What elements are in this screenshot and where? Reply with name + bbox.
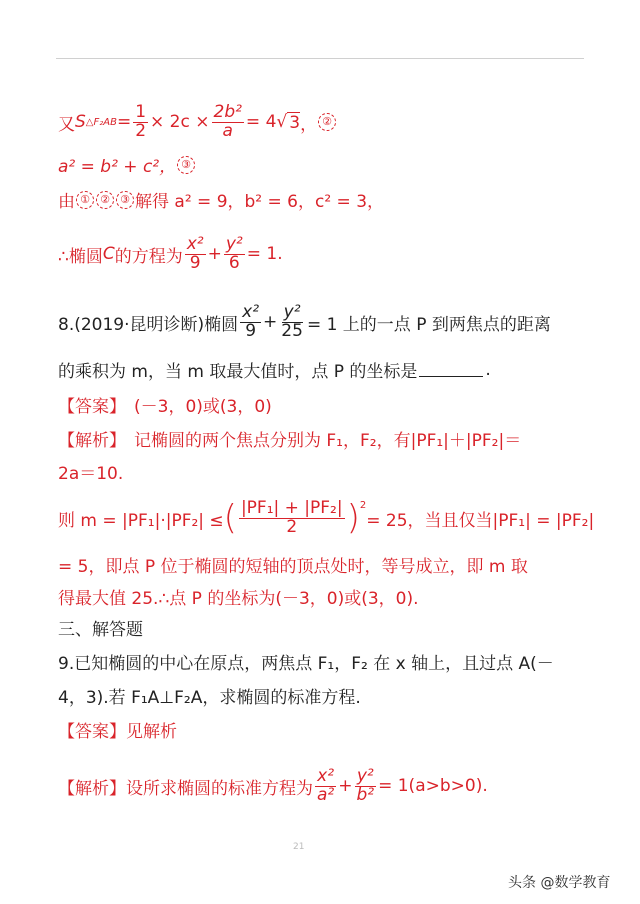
q8-analysis-3: 则 m = |PF₁|·|PF₂| ≤ ( $\frac{\text{|PF₁| + |PF₂|}}{2}$ ) $^2$ = 25，当且仅当|PF₁| = |PF₂| [58, 498, 595, 539]
fraction-half: $\frac{1}{2}$ [135, 102, 147, 141]
q9-answer [58, 717, 177, 742]
circled-number: ③ [177, 156, 195, 174]
fraction: $\frac{\text{x²}}{9}$ [186, 234, 204, 273]
text: = 4 [245, 112, 277, 133]
text: × 2c × [150, 112, 210, 133]
answer-text: (－3，0)或(3，0) [134, 397, 272, 417]
question-9-line-1: 9.已知椭圆的中心在原点，两焦点 F₁，F₂ 在 x 轴上，且过点 A(－ [58, 654, 554, 674]
analysis-label: 【解析】 [58, 778, 126, 799]
circled-number: ② [96, 191, 114, 209]
page-number: 21 [293, 842, 305, 852]
analysis-label: 【解析】 [58, 431, 126, 451]
question-8-line-2: 的乘积为 m，当 m 取最大值时，点 P 的坐标是 . [58, 359, 491, 382]
fraction: $\frac{\text{y²}}{25}$ [281, 302, 303, 341]
right-paren-icon: ) [346, 498, 360, 539]
q8-analysis-4: = 5，即点 P 位于椭圆的短轴的顶点处时，等号成立，即 m 取 [58, 557, 528, 577]
q9-analysis: 【解析】 设所求椭圆的标准方程为 $\frac{\text{x²}}{\text{a²}}$ + $\frac{\text{y²}}{\text{b²}}$ = 1(a>b>0). [58, 766, 488, 805]
text: ， [300, 114, 318, 135]
math-var: S [75, 112, 86, 133]
equation-line-3: 由 ① ② ③ 解得 a² = 9，b² = 6，c² = 3， [58, 192, 385, 212]
sqrt-icon: √ [276, 112, 288, 133]
header-divider [56, 58, 584, 59]
question-9-line-2: 4，3).若 F₁A⊥F₂A，求椭圆的标准方程. [58, 688, 361, 708]
fraction-2b2-a: $\frac{\text{2b²}}{a}$ [213, 102, 242, 141]
equation-line-4: ∴椭圆 C 的方程为 $\frac{\text{x²}}{9}$ + $\frac{\text{y²}}{6}$ = 1. [58, 234, 283, 273]
text: 又 [58, 114, 75, 135]
q8-answer [58, 392, 272, 417]
text: = [116, 112, 132, 133]
section-title: 三、解答题 [58, 620, 143, 640]
q8-analysis-5: 得最大值 25.∴点 P 的坐标为(－3，0)或(3，0). [58, 589, 419, 609]
left-paren-icon: ( [223, 498, 237, 539]
answer-blank [419, 362, 483, 377]
fraction: $\frac{\text{x²}}{9}$ [242, 302, 260, 341]
fraction: $\frac{\text{x²}}{\text{a²}}$ [317, 766, 335, 805]
answer-text: 见解析 [126, 722, 177, 742]
solution-area-line: 又 S △F₂AB = $\frac{1}{2}$ × 2c × $\frac{\text{2b²}}{a}$ = 4 √ 3 ， ② [58, 104, 337, 141]
answer-label: 【答案】 [58, 722, 126, 742]
circled-number: ① [76, 191, 94, 209]
equation-line-2: a² = b² + c²， ③ [58, 152, 196, 177]
fraction: $\frac{\text{y²}}{6}$ [225, 234, 243, 273]
q8-analysis-2: 2a＝10. [58, 464, 124, 484]
answer-label: 【答案】 [58, 397, 126, 417]
fraction: $\frac{\text{y²}}{\text{b²}}$ [356, 766, 375, 805]
watermark: 头条 @数学教育 [508, 875, 611, 891]
question-8-line-1: 8.(2019·昆明诊断)椭圆 $\frac{\text{x²}}{9}$ + $\frac{\text{y²}}{25}$ = 1 上的一点 P 到两焦点的距离 [58, 302, 551, 341]
fraction: $\frac{\text{|PF₁| + |PF₂|}}{2}$ [240, 498, 343, 537]
circled-number: ③ [116, 191, 134, 209]
circled-number: ② [318, 113, 336, 131]
math-sub: △F₂AB [85, 116, 117, 128]
q8-analysis-1: 【解析】 记椭圆的两个焦点分别为 F₁，F₂，有|PF₁|＋|PF₂|＝ [58, 426, 521, 451]
